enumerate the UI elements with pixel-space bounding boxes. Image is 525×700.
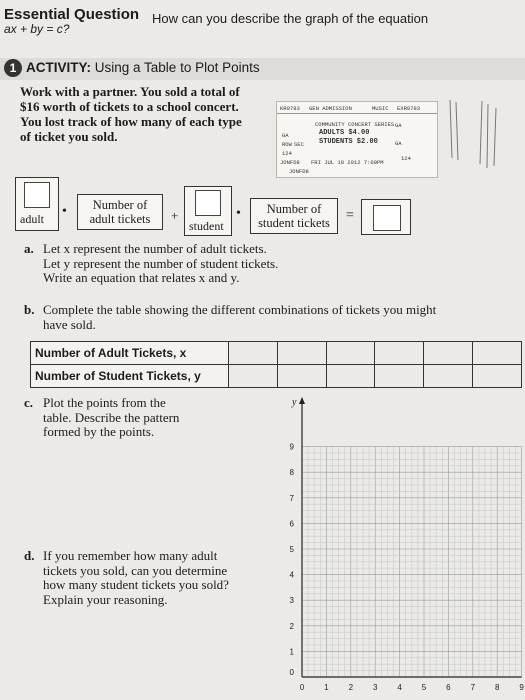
essential-question-text: How can you describe the graph of the equation <box>152 11 429 26</box>
essential-question-equation: ax + by = c? <box>4 22 70 36</box>
total-blank[interactable] <box>373 205 401 231</box>
intro-line: Work with a partner. You sold a total of <box>20 84 240 99</box>
concert-ticket-image <box>276 101 438 178</box>
ticket-seat-right: 124 <box>401 155 411 162</box>
table-row <box>31 365 522 388</box>
x-tick-label: 2 <box>348 683 354 692</box>
x-tick-label: 4 <box>397 683 402 692</box>
coordinate-grid[interactable] <box>280 395 525 700</box>
part-d-line: how many student tickets you sold? <box>43 577 229 592</box>
part-a-line: Let y represent the number of student tickets. <box>43 255 279 271</box>
y-axis-label: y <box>292 397 297 408</box>
ticket-ga-left: GA <box>282 132 289 139</box>
ticket-seat: 124 <box>282 150 292 157</box>
origin-label: 0 <box>289 668 294 677</box>
adult-tickets-line: adult tickets <box>89 212 151 226</box>
table-cell[interactable] <box>473 342 522 365</box>
table-cell[interactable] <box>229 365 278 388</box>
x-tick-label: 3 <box>372 683 378 692</box>
table-cell[interactable] <box>277 342 326 365</box>
table-cell[interactable] <box>473 365 522 388</box>
part-d-line: If you remember how many adult <box>43 548 218 563</box>
adult-price-blank[interactable] <box>24 182 50 208</box>
activity-label <box>26 60 260 75</box>
student-tickets-line: Number of <box>266 202 322 216</box>
table-cell[interactable] <box>424 342 473 365</box>
table-cell[interactable] <box>375 342 424 365</box>
y-tick-label: 8 <box>289 468 294 478</box>
part-a <box>24 241 279 285</box>
y-tick-label: 6 <box>289 519 294 529</box>
ticket-ga-right-2: GA <box>395 140 402 147</box>
student-price-blank[interactable] <box>195 190 221 216</box>
part-c-line: Plot the points from the <box>43 395 166 410</box>
number-of-adult-tickets-box <box>77 194 163 230</box>
intro-line: You lost track of how many of each type <box>20 114 242 129</box>
ticket-event: COMMUNITY CONCERT SERIES <box>315 121 395 128</box>
ticket-right-code: EXR0783 <box>397 105 421 112</box>
part-d <box>24 548 229 607</box>
ticket-sec: SEC <box>294 141 304 148</box>
adult-price-box <box>15 177 59 231</box>
part-a-line: Write an equation that relates x and y. <box>43 270 240 285</box>
ticket-code-2: JONFD8 <box>289 168 309 175</box>
student-label: student <box>189 219 224 233</box>
part-b-letter: b. <box>24 302 35 317</box>
ticket-row: ROW <box>282 141 292 148</box>
ticket-code: JONFD8 <box>280 159 300 166</box>
x-tick-label: 9 <box>519 683 524 692</box>
part-c-letter: c. <box>24 395 34 410</box>
table-cell[interactable] <box>375 365 424 388</box>
table-cell[interactable] <box>424 365 473 388</box>
student-tickets-header: Number of Student Tickets, y <box>31 365 229 388</box>
y-tick-label: 4 <box>289 570 294 580</box>
ticket-date: FRI JUL 18 2012 7:00PM <box>311 159 384 166</box>
multiply-dot: • <box>62 204 67 219</box>
part-b-line: Complete the table showing the different combinations of tickets you might <box>43 302 437 317</box>
y-tick-label: 1 <box>289 647 294 657</box>
x-tick-label: 7 <box>470 683 476 692</box>
table-cell[interactable] <box>326 342 375 365</box>
part-d-line: Explain your reasoning. <box>43 591 168 607</box>
activity-number-badge: 1 <box>4 59 22 77</box>
part-b <box>24 302 437 332</box>
equals-sign: = <box>346 208 354 223</box>
number-of-student-tickets-box <box>250 198 338 234</box>
part-c <box>24 395 180 439</box>
ticket-gen-admission: GEN ADMISSION <box>309 105 352 112</box>
table-cell[interactable] <box>277 365 326 388</box>
ticket-left-code: KR0783 <box>280 105 300 112</box>
activity-intro <box>20 84 260 144</box>
y-tick-label: 7 <box>289 493 294 503</box>
part-d-letter: d. <box>24 548 35 563</box>
adult-label: adult <box>20 212 44 226</box>
grid-lines <box>302 447 522 677</box>
ticket-ga-right: GA <box>395 122 402 129</box>
student-price-box <box>184 186 232 236</box>
x-tick-labels <box>300 683 525 692</box>
intro-line: $16 worth of tickets to a school concert. <box>20 99 239 114</box>
y-tick-labels <box>290 443 295 677</box>
y-tick-label: 5 <box>289 545 294 554</box>
x-tick-label: 0 <box>299 683 305 692</box>
plus-sign: + <box>171 208 179 223</box>
part-a-line: Let x represent the number of adult tickets. <box>43 241 267 256</box>
multiply-dot-2: • <box>236 206 241 221</box>
activity-label-prefix: ACTIVITY: <box>26 60 91 75</box>
part-a-letter: a. <box>24 241 34 256</box>
table-cell[interactable] <box>326 365 375 388</box>
ticket-students-price: STUDENTS $2.00 <box>319 138 378 146</box>
adult-tickets-header: Number of Adult Tickets, x <box>31 342 229 365</box>
ticket-music: MUSIC <box>372 105 389 112</box>
y-tick-label: 3 <box>289 596 294 606</box>
essential-question-title: Essential Question <box>4 6 140 23</box>
y-axis-arrow-icon <box>299 397 305 404</box>
ticket-stub-edges <box>442 98 502 168</box>
part-d-line: tickets you sold, can you determine <box>43 562 228 578</box>
table-row <box>31 342 522 365</box>
table-cell[interactable] <box>229 342 278 365</box>
y-tick-label: 9 <box>289 442 294 452</box>
total-box <box>361 199 411 235</box>
x-tick-label: 1 <box>324 683 329 692</box>
x-tick-label: 5 <box>421 683 427 692</box>
adult-tickets-line: Number of <box>92 198 148 212</box>
part-c-line: table. Describe the pattern <box>43 409 180 425</box>
part-c-line: formed by the points. <box>43 424 155 439</box>
part-b-line: have sold. <box>43 316 96 332</box>
y-tick-label: 2 <box>289 621 294 631</box>
x-tick-label: 6 <box>446 683 451 692</box>
ticket-adults-price: ADULTS $4.00 <box>319 129 370 137</box>
x-tick-label: 8 <box>494 683 500 692</box>
student-tickets-line: student tickets <box>258 216 330 230</box>
tickets-table <box>30 341 522 388</box>
intro-line: of ticket you sold. <box>20 129 118 144</box>
activity-label-text: Using a Table to Plot Points <box>94 60 260 75</box>
